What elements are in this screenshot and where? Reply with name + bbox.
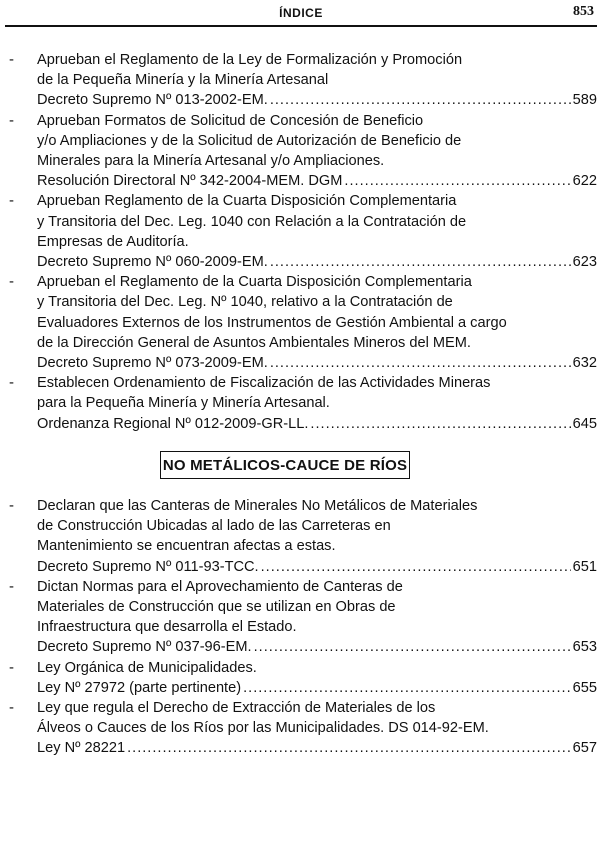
entry-reference: Decreto Supremo Nº 011-93-TCC.: [37, 558, 259, 575]
entry-reference-line: [37, 738, 597, 758]
entry-title-line: Establecen Ordenamiento de Fiscalización de las Actividades Mineras: [37, 375, 491, 392]
index-entry: [0, 191, 600, 272]
index-entry: [0, 496, 600, 577]
section-heading: [160, 451, 410, 479]
entry-page-number: 589: [572, 92, 597, 109]
entry-title-line: Ley que regula el Derecho de Extracción de Materiales de los: [37, 700, 436, 717]
entry-title-line: y/o Ampliaciones y de la Solicitud de Autorización de Beneficio de: [37, 132, 462, 149]
dot-leader: [270, 252, 571, 272]
index-list-a: [0, 50, 600, 434]
entry-title-line: para la Pequeña Minería y Minería Artesanal.: [37, 395, 330, 412]
index-list-b: [0, 496, 600, 759]
bullet-dash: -: [9, 111, 14, 129]
entry-reference-line: [37, 171, 597, 191]
entry-title-line: Aprueban Formatos de Solicitud de Concesión de Beneficio: [37, 112, 424, 129]
entry-reference-line: [37, 678, 597, 698]
entry-reference: Resolución Directoral Nº 342-2004-MEM. DGM: [37, 173, 343, 190]
dot-leader: [270, 353, 571, 373]
entry-page-number: 645: [572, 415, 597, 432]
bullet-dash: -: [9, 577, 14, 595]
header-rule: [5, 25, 597, 27]
index-entry: [0, 272, 600, 373]
entry-reference: Ordenanza Regional Nº 012-2009-GR-LL.: [37, 415, 309, 432]
index-entry: [0, 50, 600, 111]
entry-title-line: de la Pequeña Minería y la Minería Artesanal: [37, 72, 329, 89]
entry-reference: Ley Nº 27972 (parte pertinente): [37, 679, 242, 696]
entry-title-line: Dictan Normas para el Aprovechamiento de Canteras de: [37, 578, 403, 595]
entry-title-line: Minerales para la Minería Artesanal y/o Ampliaciones.: [37, 153, 385, 170]
index-entry: [0, 698, 600, 759]
dot-leader: [243, 678, 571, 698]
page-header: [5, 4, 597, 24]
dot-leader: [127, 738, 571, 758]
entry-reference: Decreto Supremo Nº 037-96-EM.: [37, 639, 252, 656]
entry-page-number: 651: [572, 558, 597, 575]
entry-title-line: Ley Orgánica de Municipalidades.: [37, 659, 257, 676]
entry-title-line: Aprueban Reglamento de la Cuarta Disposición Complementaria: [37, 193, 457, 210]
entry-reference: Ley Nº 28221: [37, 740, 126, 757]
dot-leader: [310, 414, 570, 434]
entry-reference-line: [37, 353, 597, 373]
entry-page-number: 657: [572, 740, 597, 757]
entry-title-line: Aprueban el Reglamento de la Cuarta Disposición Complementaria: [37, 274, 472, 291]
header-title: ÍNDICE: [279, 6, 323, 20]
bullet-dash: -: [9, 699, 14, 717]
index-entry: [0, 658, 600, 698]
section-heading-text: NO METÁLICOS-CAUCE DE RÍOS: [162, 456, 408, 474]
entry-title-line: de Construcción Ubicadas al lado de las Carreteras en: [37, 518, 391, 535]
bullet-dash: -: [9, 497, 14, 514]
header-page-number: 853: [573, 4, 594, 19]
entry-title-line: Declaran que las Canteras de Minerales No Metálicos de Materiales: [37, 498, 478, 514]
dot-leader: [261, 557, 571, 577]
entry-title-line: Álveos o Cauces de los Ríos por las Municipalidades. DS 014-92-EM.: [37, 720, 489, 737]
entry-title-line: Empresas de Auditoría.: [37, 233, 189, 250]
bullet-dash: -: [9, 192, 14, 210]
entry-title-line: y Transitoria del Dec. Leg. Nº 1040, relativo a la Contratación de: [37, 294, 453, 311]
entry-title-line: Aprueban el Reglamento de la Ley de Formalización y Promoción: [37, 52, 463, 68]
bullet-dash: -: [9, 374, 14, 392]
bullet-dash: -: [9, 273, 14, 291]
entry-reference-line: [37, 637, 597, 657]
entry-title-line: y Transitoria del Dec. Leg. 1040 con Relación a la Contratación de: [37, 213, 467, 230]
entry-reference: Decreto Supremo Nº 060-2009-EM.: [37, 254, 268, 271]
entry-reference-line: [37, 557, 597, 577]
entry-title-line: Infraestructura que desarrolla el Estado.: [37, 619, 297, 636]
entry-page-number: 653: [572, 639, 597, 656]
entry-page-number: 622: [572, 173, 597, 190]
bullet-dash: -: [9, 658, 14, 676]
index-entry: [0, 111, 600, 192]
entry-page-number: 632: [572, 355, 597, 372]
entry-title-line: Materiales de Construcción que se utilizan en Obras de: [37, 599, 396, 616]
index-entry: [0, 373, 600, 434]
dot-leader: [344, 171, 570, 191]
entry-reference: Decreto Supremo Nº 073-2009-EM.: [37, 355, 268, 372]
index-entry: [0, 577, 600, 658]
entry-title-line: Evaluadores Externos de los Instrumentos de Gestión Ambiental a cargo: [37, 314, 507, 331]
dot-leader: [254, 637, 571, 657]
entry-reference: Decreto Supremo Nº 013-2002-EM.: [37, 92, 268, 109]
dot-leader: [270, 90, 571, 110]
entry-reference-line: [37, 252, 597, 272]
entry-page-number: 655: [572, 679, 597, 696]
entry-reference-line: [37, 414, 597, 434]
entry-title-line: Mantenimiento se encuentran afectas a estas.: [37, 538, 336, 555]
entry-page-number: 623: [572, 254, 597, 271]
entry-reference-line: [37, 90, 597, 110]
entry-title-line: de la Dirección General de Asuntos Ambientales Mineros del MEM.: [37, 334, 471, 351]
bullet-dash: -: [9, 51, 14, 68]
